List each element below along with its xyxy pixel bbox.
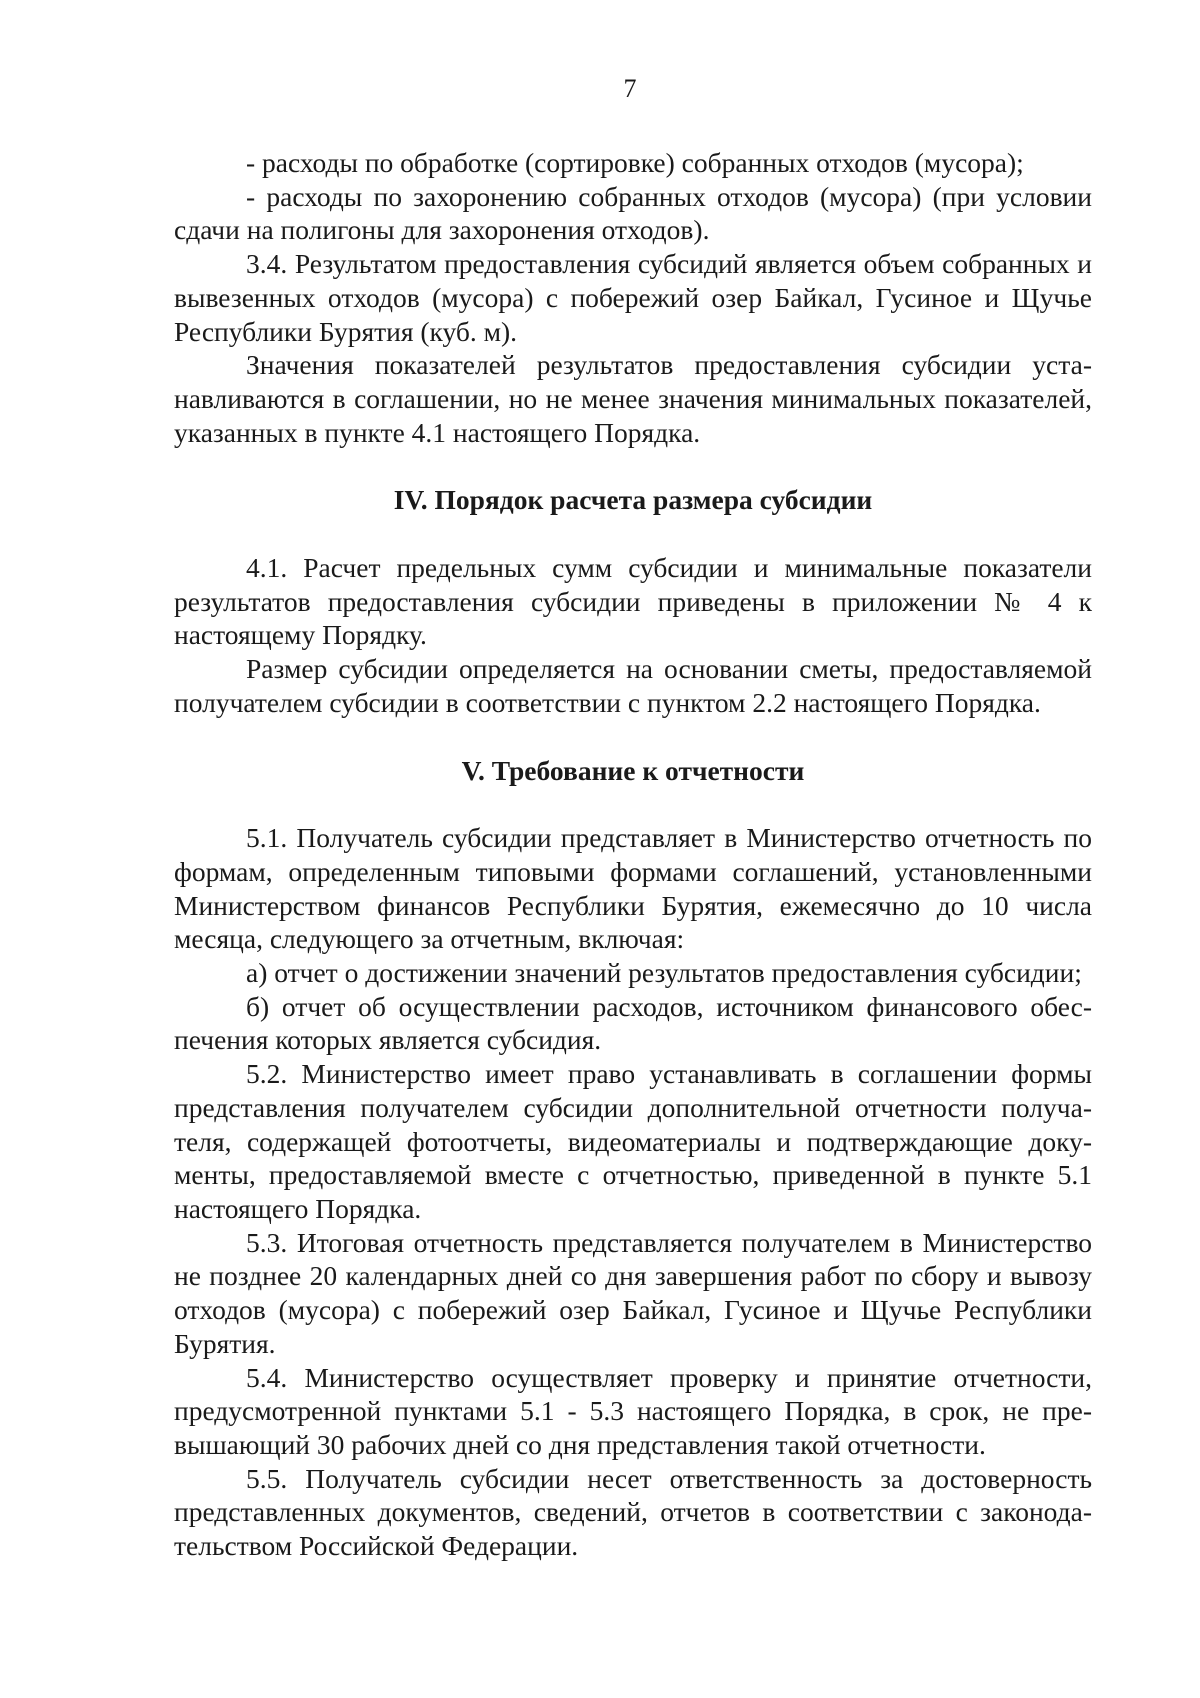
paragraph-5-1-a: а) отчет о достижении значений результатов предоставления субсидии; bbox=[246, 957, 1082, 989]
paragraph-3-4: 3.4. Результатом предоставления субсидий является объем собранных и вывезенных отходов (мусора) с побережий озер Байкал, Гусиное и Щучье Республики Бурятия (куб. м). bbox=[174, 248, 1092, 347]
paragraph-processing-costs: - расходы по обработке (сортировке) собранных отходов (мусора); bbox=[246, 147, 1024, 178]
paragraph-5-5: 5.5. Получатель субсидии несет ответственность за достоверность представленных документов, сведений, отчетов в соответствии с законодательством Российской Федерации. bbox=[174, 1462, 1092, 1562]
paragraph-5-4: 5.4. Министерство осуществляет проверку и принятие отчетности, предусмотренной пунктами 5.1 - 5.3 настоящего Порядка, в срок, не превышающий 30 рабочих дней со дня представления такой отчетности. bbox=[174, 1361, 1092, 1460]
paragraph-5-1-b: б) отчет об осуществлении расходов, источником финансового обеспечения которых является субсидия. bbox=[174, 990, 1092, 1056]
paragraph-subsidy-size: Размер субсидии определяется на основании сметы, предоставляемой получателем субсидии в соответствии с пунктом 2.2 настоящего Порядка. bbox=[174, 653, 1092, 718]
paragraph-result-values: Значения показателей результатов предоставления субсидии устанавливаются в соглашении, но не менее значения минимальных показателей, указанных в пункте 4.1 настоящего Порядка. bbox=[174, 349, 1092, 448]
section-heading-iv: IV. Порядок расчета размера субсидии bbox=[393, 484, 873, 516]
page-number: 7 bbox=[623, 74, 637, 103]
document-body bbox=[174, 146, 1092, 1563]
section-heading-v: V. Требование к отчетности bbox=[461, 754, 805, 786]
paragraph-5-3: 5.3. Итоговая отчетность представляется получателем в Министерство не позднее 20 календарных дней со дня завершения работ по сбору и вывозу отходов (мусора) с побережий озер Байкал, Гусиное и Щучье Республики Бурятия. bbox=[174, 1226, 1092, 1359]
paragraph-4-1: 4.1. Расчет предельных сумм субсидии и минимальные показатели результатов предоставления субсидии приведены в приложении № 4 к настоящему Порядку. bbox=[174, 552, 1092, 651]
paragraph-5-1: 5.1. Получатель субсидии представляет в Министерство отчетность по формам, определенным типовыми формами соглашений, установленными Министерством финансов Республики Бурятия, ежемесячно до 10 числа месяца, следующего за отчетным, включая: bbox=[174, 822, 1092, 955]
paragraph-5-2: 5.2. Министерство имеет право устанавливать в соглашении формы представления получателем субсидии дополнительной отчетности получателя, содержащей фотоотчеты, видеоматериалы и подтверждающие документы, предоставляемой вместе с отчетностью, приведенной в пункте 5.1 настоящего Порядка. bbox=[174, 1058, 1092, 1224]
paragraph-burial-costs: - расходы по захоронению собранных отходов (мусора) (при условии сдачи на полигоны для захоронения отходов). bbox=[174, 180, 1092, 246]
